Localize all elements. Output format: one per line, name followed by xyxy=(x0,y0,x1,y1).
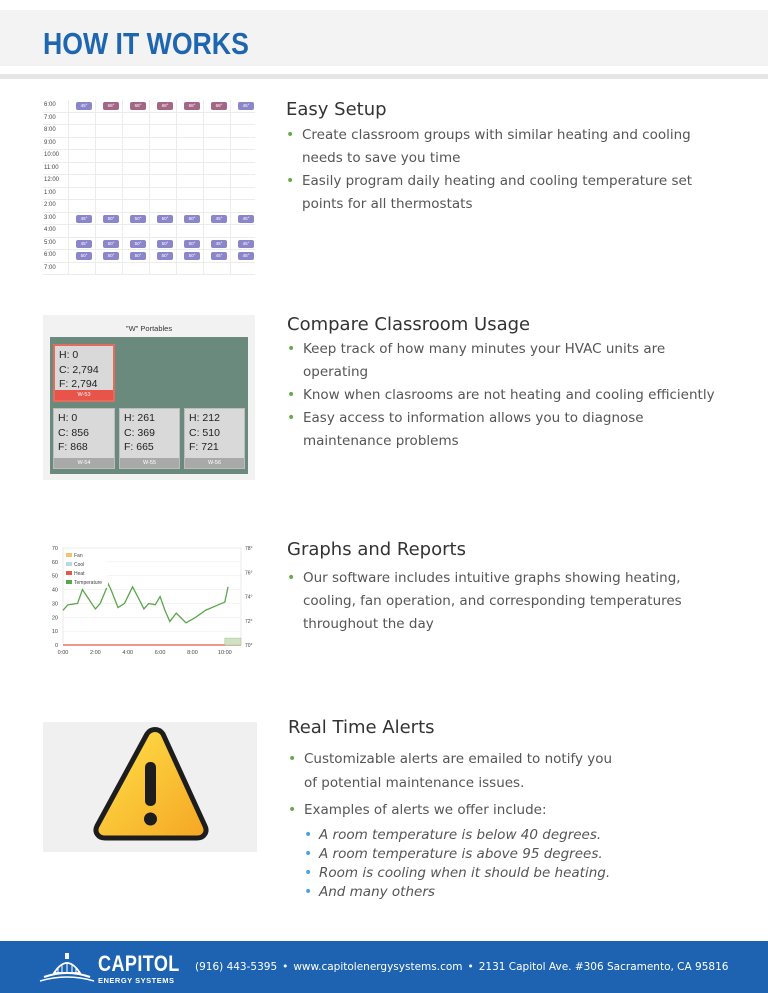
setpoint-chip[interactable]: 50° xyxy=(103,240,119,248)
capitol-dome-icon xyxy=(38,947,96,987)
schedule-time-label: 12:00 xyxy=(44,177,60,183)
section-title-easy-setup: Easy Setup xyxy=(286,99,387,120)
portable-name: W-55 xyxy=(120,458,179,468)
logo-name: CAPITOL xyxy=(98,951,180,976)
y-tick-label: 60 xyxy=(51,559,58,566)
page-title: HOW IT WORKS xyxy=(43,26,249,61)
schedule-column-line xyxy=(176,100,177,275)
heat-value: H: 261 xyxy=(124,412,155,424)
legend-label: Fan xyxy=(74,553,83,559)
y-tick-label: 20 xyxy=(51,615,58,622)
usage-chart xyxy=(43,540,265,665)
schedule-grid xyxy=(43,100,255,275)
logo-subtitle: ENERGY SYSTEMS xyxy=(98,976,175,985)
setpoint-chip[interactable]: 45° xyxy=(238,102,254,110)
list-item: • Our software includes intuitive graphs showing heating, cooling, fan operation, and corresponding temperatures throughout the day xyxy=(287,567,687,636)
fan-value: F: 721 xyxy=(189,441,219,453)
alert-illustration xyxy=(43,722,257,852)
setpoint-chip[interactable]: 50° xyxy=(157,215,173,223)
setpoint-chip[interactable]: 68° xyxy=(103,102,119,110)
legend-label: Cool xyxy=(74,562,85,568)
heat-value: H: 0 xyxy=(58,412,78,424)
sub-list-item: • And many others xyxy=(304,883,668,902)
setpoint-chip[interactable]: 50° xyxy=(130,240,146,248)
y-tick-label: 0 xyxy=(54,643,58,649)
portable-card-w55[interactable] xyxy=(119,408,180,469)
x-tick-label: 0:00 xyxy=(57,650,69,656)
setpoint-chip[interactable]: 50° xyxy=(76,252,92,260)
y-tick-label: 50 xyxy=(51,573,58,580)
section-title-compare-usage: Compare Classroom Usage xyxy=(287,314,531,335)
list-item-label: Examples of alerts we offer include: xyxy=(304,802,547,818)
list-item: • Customizable alerts are emailed to notify you of potential maintenance issues. xyxy=(288,747,628,795)
legend-label: Heat xyxy=(74,571,85,577)
schedule-time-label: 3:00 xyxy=(44,214,56,221)
easy-setup-bullets xyxy=(286,124,696,216)
list-item: • Easily program daily heating and cooling temperature set points for all thermostats xyxy=(286,170,696,216)
setpoint-chip[interactable]: 45° xyxy=(211,240,227,248)
schedule-time-label: 8:00 xyxy=(44,127,56,133)
sub-list-item: • Room is cooling when it should be heating. xyxy=(304,864,668,883)
section-title-real-time-alerts: Real Time Alerts xyxy=(288,717,435,738)
schedule-time-label: 1:00 xyxy=(44,189,56,196)
sub-list-item: • A room temperature is below 40 degrees. xyxy=(304,826,668,845)
x-tick-label: 8:00 xyxy=(187,650,198,656)
setpoint-chip[interactable]: 50° xyxy=(184,240,200,248)
portable-card-w54[interactable] xyxy=(53,408,115,469)
warning-icon xyxy=(43,722,257,852)
setpoint-chip[interactable]: 45° xyxy=(211,215,227,223)
setpoint-chip[interactable]: 45° xyxy=(238,252,254,260)
website-link[interactable]: www.capitolenergysystems.com xyxy=(293,961,463,973)
setpoint-chip[interactable]: 45° xyxy=(238,240,254,248)
legend-swatch xyxy=(66,553,72,557)
section-title-graphs-reports: Graphs and Reports xyxy=(287,539,466,560)
portable-card-w56[interactable] xyxy=(184,408,245,469)
setpoint-chip[interactable]: 68° xyxy=(184,102,200,110)
schedule-column-line xyxy=(68,100,69,275)
y2-tick-label: 78° xyxy=(245,546,253,552)
setpoint-chip[interactable]: 45° xyxy=(76,215,92,223)
cool-value: C: 510 xyxy=(189,426,220,439)
x-tick-label: 10:00 xyxy=(217,650,232,656)
fan-value: F: 2,794 xyxy=(59,378,98,390)
contact-line xyxy=(195,961,728,973)
schedule-time-label: 5:00 xyxy=(44,239,56,246)
alert-examples xyxy=(304,826,668,902)
portables-panel xyxy=(43,315,255,480)
y-tick-label: 10 xyxy=(51,629,58,636)
fan-value: F: 665 xyxy=(124,441,154,453)
schedule-column-line xyxy=(95,100,96,275)
y2-tick-label: 70° xyxy=(245,643,253,649)
setpoint-chip[interactable]: 50° xyxy=(157,252,173,260)
portable-name: W-54 xyxy=(54,458,114,468)
x-tick-label: 6:00 xyxy=(154,650,166,656)
fan-series-area xyxy=(225,638,241,645)
cool-value: C: 856 xyxy=(58,426,89,439)
setpoint-chip[interactable]: 50° xyxy=(103,252,119,260)
setpoint-chip[interactable]: 50° xyxy=(130,252,146,260)
list-item: • Keep track of how many minutes your HVAC units are operating xyxy=(287,338,727,384)
setpoint-chip[interactable]: 45° xyxy=(76,102,92,110)
x-tick-label: 2:00 xyxy=(90,650,101,656)
schedule-time-label: 6:00 xyxy=(44,102,56,108)
setpoint-chip[interactable]: 68° xyxy=(130,102,146,110)
setpoint-chip[interactable]: 50° xyxy=(103,215,119,223)
schedule-time-label: 6:00 xyxy=(44,252,56,258)
schedule-time-label: 9:00 xyxy=(44,139,56,146)
legend-swatch xyxy=(66,580,72,584)
y-tick-label: 40 xyxy=(51,587,58,594)
portable-name: W-56 xyxy=(185,458,244,468)
list-item: • Easy access to information allows you to diagnose maintenance problems xyxy=(287,407,707,453)
cool-value: C: 369 xyxy=(124,426,155,439)
setpoint-chip[interactable]: 50° xyxy=(130,215,146,223)
setpoint-chip[interactable]: 50° xyxy=(157,240,173,248)
header-divider xyxy=(0,74,768,79)
address: 2131 Capitol Ave. #306 Sacramento, CA 95816 xyxy=(478,961,729,973)
legend-label: Temperature xyxy=(74,580,103,586)
page-footer xyxy=(0,941,768,993)
portable-card-w53[interactable] xyxy=(53,344,115,402)
y-tick-label: 70 xyxy=(51,546,58,552)
sub-list-item: • A room temperature is above 95 degrees. xyxy=(304,845,668,864)
setpoint-chip[interactable]: 68° xyxy=(211,102,227,110)
y2-tick-label: 76° xyxy=(245,570,253,577)
list-item: • Create classroom groups with similar heating and cooling needs to save you time xyxy=(286,124,696,170)
schedule-time-label: 11:00 xyxy=(44,164,59,171)
setpoint-chip[interactable]: 45° xyxy=(211,252,227,260)
alerts-bullets xyxy=(288,747,668,902)
schedule-column-line xyxy=(230,100,231,275)
x-tick-label: 4:00 xyxy=(122,650,134,656)
separator-dot: • xyxy=(282,961,289,973)
fan-value: F: 868 xyxy=(58,441,88,453)
schedule-column-line xyxy=(203,100,204,275)
page-header xyxy=(0,10,768,66)
schedule-column-line xyxy=(122,100,123,275)
schedule-column-line xyxy=(149,100,150,275)
y-tick-label: 30 xyxy=(51,601,58,608)
legend-swatch xyxy=(66,562,72,566)
phone-number: (916) 443-5395 xyxy=(195,961,278,973)
y2-tick-label: 72° xyxy=(245,618,253,625)
graphs-reports-bullets xyxy=(287,567,687,636)
list-item: • Know when clasrooms are not heating and cooling efficiently xyxy=(287,384,727,407)
portable-name: W-53 xyxy=(55,390,113,400)
setpoint-chip[interactable]: 45° xyxy=(238,215,254,223)
separator-dot: • xyxy=(467,961,474,973)
schedule-time-label: 7:00 xyxy=(44,264,56,271)
schedule-time-label: 7:00 xyxy=(44,114,56,121)
setpoint-chip[interactable]: 50° xyxy=(184,215,200,223)
setpoint-chip[interactable]: 50° xyxy=(184,252,200,260)
schedule-time-label: 10:00 xyxy=(44,152,60,158)
y2-tick-label: 74° xyxy=(245,594,253,601)
list-item xyxy=(288,798,668,902)
cool-value: C: 2,794 xyxy=(59,363,99,376)
portables-title: "W" Portables xyxy=(125,324,173,333)
legend-swatch xyxy=(66,571,72,575)
setpoint-chip[interactable]: 45° xyxy=(76,240,92,248)
setpoint-chip[interactable]: 68° xyxy=(157,102,173,110)
heat-value: H: 212 xyxy=(189,412,220,424)
compare-usage-bullets xyxy=(287,338,727,453)
heat-value: H: 0 xyxy=(59,349,79,361)
schedule-time-label: 4:00 xyxy=(44,227,56,233)
schedule-time-label: 2:00 xyxy=(44,202,56,208)
